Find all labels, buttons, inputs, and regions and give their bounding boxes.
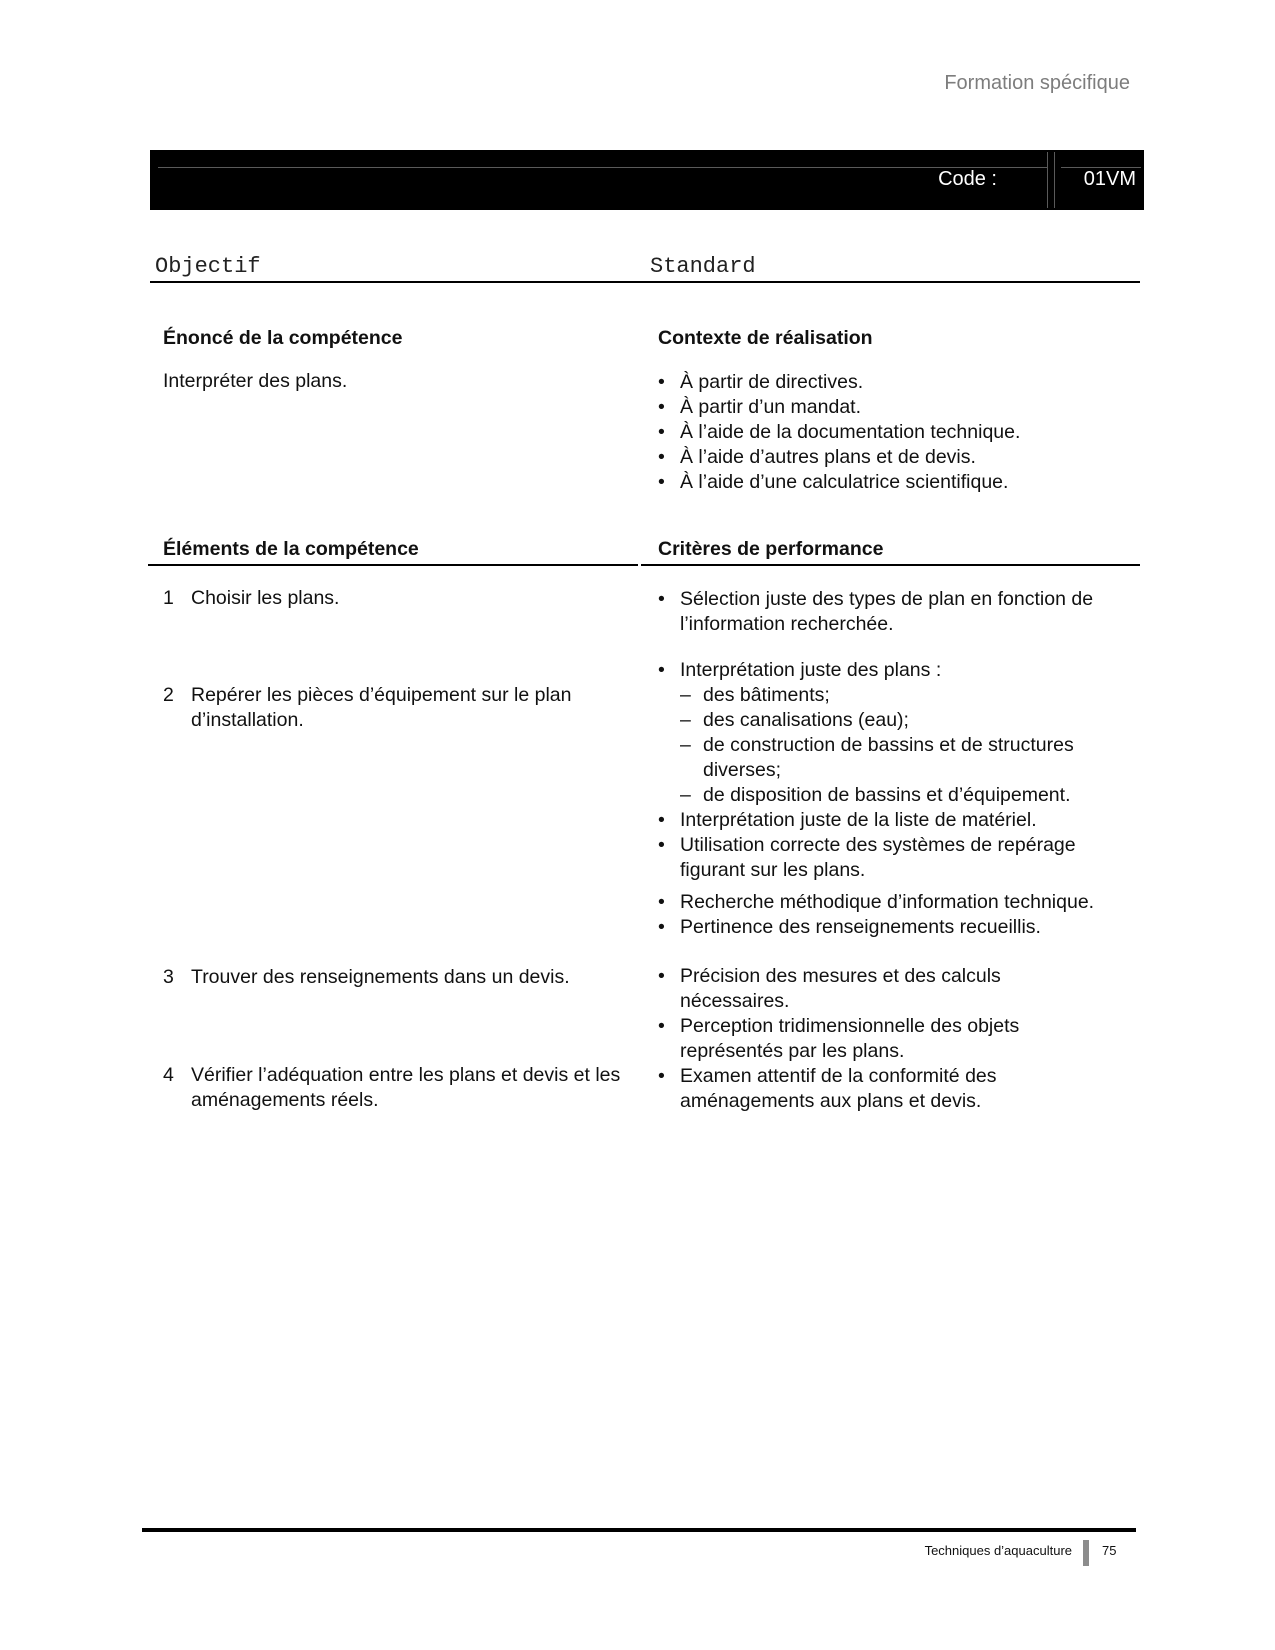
list-item: • À partir d’un mandat. <box>658 395 1138 420</box>
contexte-heading: Contexte de réalisation <box>658 327 873 349</box>
list-item: • Précision des mesures et des calculs nécessaires. <box>658 964 1058 1014</box>
element-text: Trouver des renseignements dans un devis. <box>191 966 570 988</box>
elements-heading: Éléments de la compétence <box>163 538 419 560</box>
element-item-2 <box>163 683 651 733</box>
footer-separator <box>1083 1540 1089 1566</box>
list-item: • Pertinence des renseignements recueillis. <box>658 915 1138 940</box>
element-item-3 <box>163 965 661 990</box>
elements-rule <box>148 564 638 566</box>
footer-rule <box>142 1528 1136 1532</box>
list-item <box>658 658 1138 808</box>
element-number: 2 <box>163 684 174 706</box>
footer-title: Techniques d’aquaculture <box>924 1543 1072 1558</box>
list-item: • À l’aide d’une calculatrice scientifique. <box>658 470 1138 495</box>
list-item: • Recherche méthodique d’information technique. <box>658 890 1138 915</box>
sub-list-item: – de construction de bassins et de structures diverses; <box>680 733 1138 783</box>
criteres-group-4 <box>658 964 1058 1114</box>
page-number: 75 <box>1102 1543 1117 1558</box>
contexte-section <box>658 326 1138 495</box>
enonce-section <box>163 326 633 394</box>
sub-list-item: – des bâtiments; <box>680 683 1138 708</box>
criteres-rule <box>641 564 1140 566</box>
list-item: • Sélection juste des types de plan en fonction de l’information recherchée. <box>658 587 1138 637</box>
criteres-group-1 <box>658 587 1138 637</box>
sub-list-item: – de disposition de bassins et d’équipement. <box>680 783 1138 808</box>
list-item: • Perception tridimensionnelle des objets représentés par les plans. <box>658 1014 1058 1064</box>
criteres-group-3 <box>658 890 1138 940</box>
heading-rule <box>150 281 1140 283</box>
contexte-list <box>658 370 1138 495</box>
criteres-list <box>658 658 1138 883</box>
code-value-box <box>1055 150 1144 210</box>
element-number: 1 <box>163 587 174 609</box>
list-item: • Interprétation juste de la liste de matériel. <box>658 808 1138 833</box>
enonce-text: Interpréter des plans. <box>163 370 348 392</box>
criteres-list <box>658 890 1138 940</box>
list-item: • À l’aide d’autres plans et de devis. <box>658 445 1138 470</box>
list-item-text: Interprétation juste des plans : <box>680 659 942 681</box>
standard-heading: Standard <box>650 254 756 279</box>
code-separator <box>1047 152 1048 208</box>
section-title: Formation spécifique <box>944 72 1130 94</box>
element-number: 3 <box>163 966 174 988</box>
element-number: 4 <box>163 1064 174 1086</box>
element-item-4 <box>163 1063 661 1113</box>
list-item: • Utilisation correcte des systèmes de repérage figurant sur les plans. <box>658 833 1138 883</box>
criteres-heading: Critères de performance <box>658 538 884 560</box>
criteres-group-2 <box>658 658 1138 883</box>
code-label: Code : <box>938 168 997 190</box>
element-item-1 <box>163 586 661 611</box>
list-item: • À partir de directives. <box>658 370 1138 395</box>
sub-list-item: – des canalisations (eau); <box>680 708 1138 733</box>
element-text: Vérifier l’adéquation entre les plans et devis et les aménagements réels. <box>191 1064 621 1111</box>
criteres-list <box>658 964 1058 1114</box>
code-bar <box>150 150 1144 210</box>
list-item: • Examen attentif de la conformité des aménagements aux plans et devis. <box>658 1064 1058 1114</box>
code-bar-divider <box>158 167 1048 168</box>
element-text: Repérer les pièces d’équipement sur le plan d’installation. <box>191 684 572 731</box>
list-item: • À l’aide de la documentation technique. <box>658 420 1138 445</box>
enonce-heading: Énoncé de la compétence <box>163 327 403 349</box>
objectif-heading: Objectif <box>155 254 261 279</box>
element-text: Choisir les plans. <box>191 587 340 609</box>
criteres-list <box>658 587 1138 637</box>
sub-list <box>680 683 1138 808</box>
code-value: 01VM <box>1083 168 1136 190</box>
